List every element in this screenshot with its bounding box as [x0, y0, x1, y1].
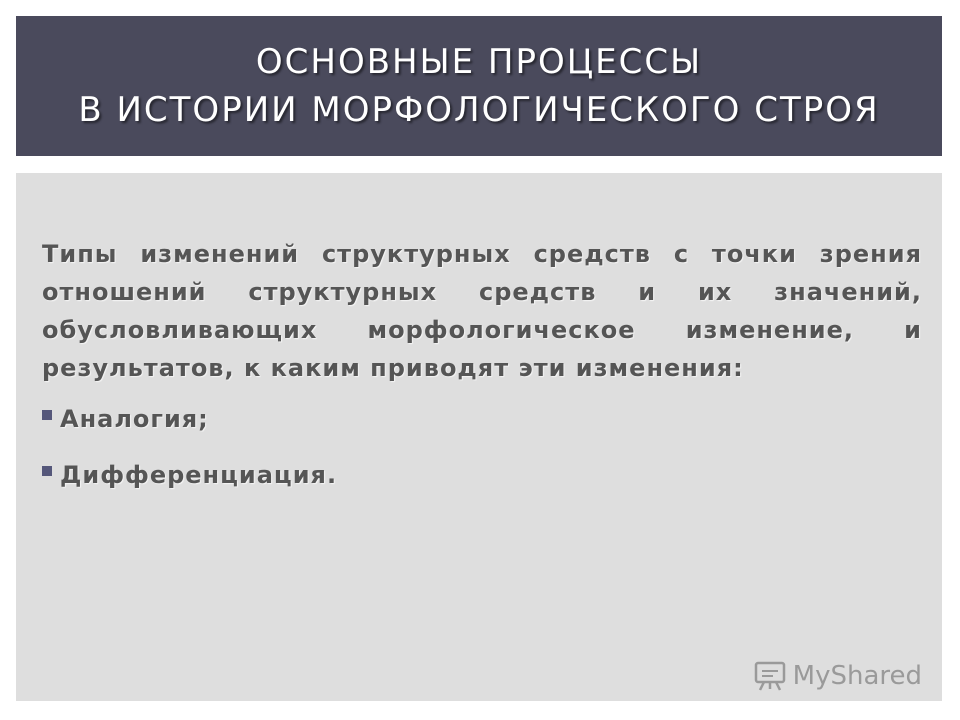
body-paragraph: Типы изменений структурных средств с точки зрения отношений структурных средств и их значений, обусловливающих морфологическое изменение, и результатов, к каким приводят эти изменения:	[42, 240, 922, 382]
bullet-item-differentiation	[42, 451, 337, 499]
watermark-text: MyShared	[792, 661, 922, 691]
bullet-item-analogy	[42, 395, 337, 443]
bullet-square-icon	[42, 466, 52, 476]
title-bar	[16, 16, 942, 156]
title-line-1: ОСНОВНЫЕ ПРОЦЕССЫ	[255, 42, 703, 82]
bullet-list	[42, 395, 337, 507]
content-box	[16, 173, 942, 701]
title-line-2: В ИСТОРИИ МОРФОЛОГИЧЕСКОГО СТРОЯ	[78, 90, 880, 130]
watermark	[753, 659, 922, 693]
bullet-label: Аналогия;	[60, 405, 209, 433]
presentation-board-icon	[753, 659, 787, 693]
bullet-label: Дифференциация.	[60, 461, 338, 489]
bullet-square-icon	[42, 410, 52, 420]
